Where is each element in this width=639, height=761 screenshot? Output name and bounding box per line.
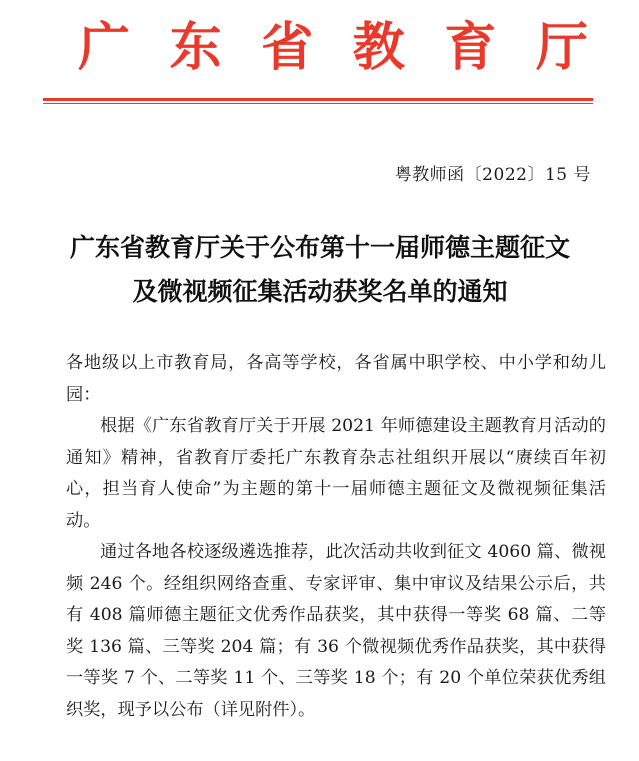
- addressee: 各地级以上市教育局，各高等学校，各省属中职学校、中小学和幼儿园：: [66, 353, 606, 405]
- letterhead-char: 省: [261, 17, 314, 78]
- letterhead-char: 东: [169, 17, 222, 78]
- document-title-line-2: 及微视频征集活动获奖名单的通知: [132, 277, 508, 306]
- letterhead-rule-thick: [43, 98, 593, 101]
- letterhead-title: [78, 14, 588, 82]
- letterhead-char: 育: [444, 17, 497, 78]
- letterhead: [0, 14, 639, 90]
- body-paragraph-1: 根据《广东省教育厅关于开展 2021 年师德建设主题教育月活动的通知》精神，省教育厅委托广东教育杂志社组织开展以“赓续百年初心，担当育人使命”为主题的第十一届师德主题征文及微视频征集活动。: [66, 416, 606, 531]
- letterhead-char: 厅: [535, 17, 588, 78]
- body-paragraph-2: 通过各地各校逐级遴选推荐，此次活动共收到征文 4060 篇、微视频 246 个。经组织网络查重、专家评审、集中审议及结果公示后，共有 408 篇师德主题征文优秀作品获奖，其中获得一等奖 68 篇、二等奖 136 篇、三等奖 204 篇；有 36 个微视频优秀作品获奖，其中获得一等奖 7 个、二等奖 11 个、三等奖 18 个；有 20 个单位荣获优秀组织奖，现予以公布（详见附件）。: [66, 542, 606, 720]
- letterhead-char: 广: [78, 17, 131, 78]
- document-body: [66, 348, 606, 726]
- letterhead-rule-thin: [43, 103, 593, 104]
- document-number: 粤教师函〔2022〕15 号: [394, 165, 591, 185]
- document-title: [30, 226, 610, 314]
- letterhead-char: 教: [352, 17, 405, 78]
- document-title-line-1: 广东省教育厅关于公布第十一届师德主题征文: [69, 233, 570, 262]
